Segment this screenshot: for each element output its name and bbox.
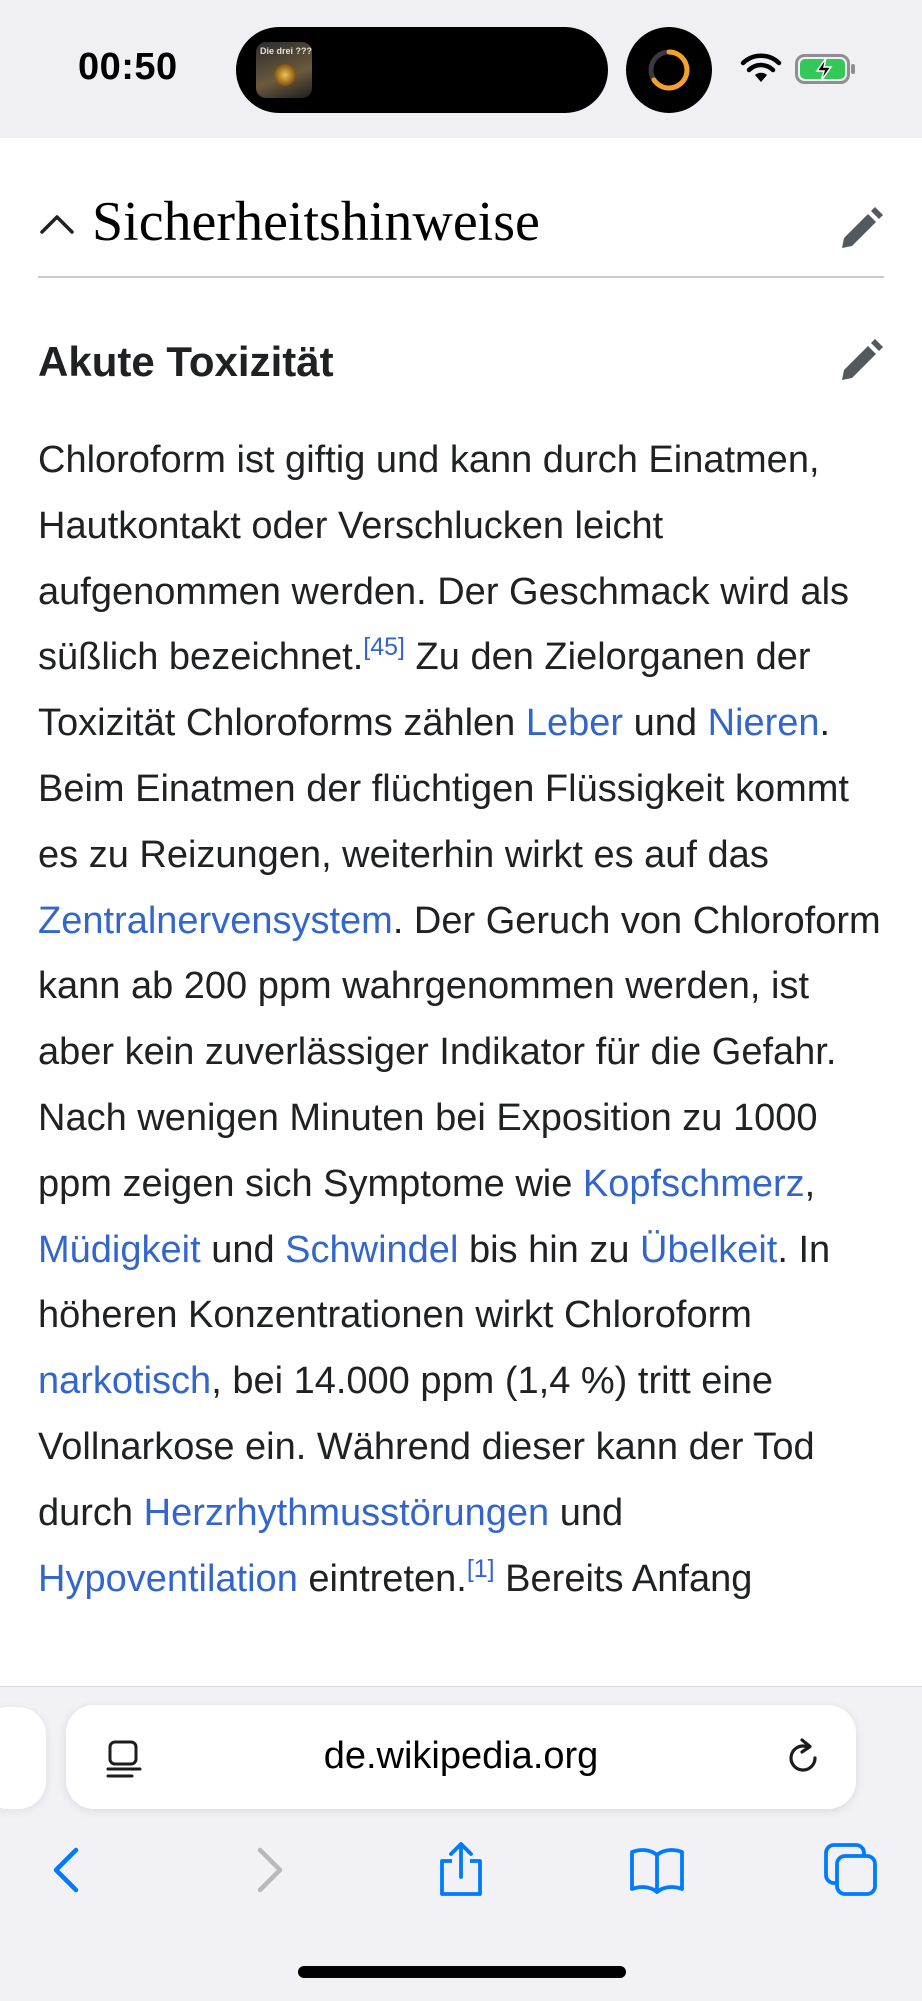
share-icon[interactable] <box>432 1841 490 1899</box>
tabs-icon[interactable] <box>822 1841 880 1899</box>
article-text: Zu den Zielorganen der Toxizität Chloroforms zählen <box>38 636 811 745</box>
article-link[interactable]: Kopfschmerz <box>582 1162 805 1205</box>
article-text: . Der Geruch von Chloroform kann ab 200 ppm wahrgenommen werden, ist aber kein zuverlässiger Indikator für die Gefahr. Nach wenigen Minuten bei Exposition zu 1000 ppm zeigen sich Symptome wie <box>38 899 881 1205</box>
reload-icon[interactable] <box>782 1737 824 1779</box>
activity-ring-icon <box>646 47 692 93</box>
article-text: , <box>804 1162 816 1205</box>
article-link[interactable]: Leber <box>525 702 624 745</box>
edit-pencil-icon[interactable] <box>838 206 884 252</box>
article-link[interactable]: Nieren <box>707 702 820 745</box>
citation-link[interactable]: [1] <box>466 1554 495 1583</box>
article-text: und <box>623 702 708 745</box>
subsection-title: Akute Toxizität <box>38 338 334 385</box>
article-paragraph <box>38 428 884 1612</box>
section-header[interactable] <box>38 176 884 278</box>
browser-bottom-bar <box>0 1686 922 2001</box>
article-text: . In höheren Konzentrationen wirkt Chloroform <box>38 1228 831 1337</box>
activity-indicator[interactable] <box>626 27 712 113</box>
section-title[interactable]: Sicherheitshinweise <box>92 191 540 253</box>
status-bar <box>0 0 922 138</box>
previous-tab-peek[interactable] <box>0 1707 46 1809</box>
status-time: 00:50 <box>78 46 178 88</box>
article-link[interactable]: Hypoventilation <box>38 1557 298 1600</box>
home-indicator[interactable] <box>298 1966 626 1978</box>
subsection-header <box>38 338 884 408</box>
artwork-disc <box>274 64 296 86</box>
dynamic-island[interactable] <box>236 27 608 113</box>
address-bar[interactable] <box>66 1705 856 1809</box>
article-text: und <box>549 1491 624 1534</box>
article-link[interactable]: Herzrhythmusstörungen <box>143 1491 550 1534</box>
artwork-title-text: Die drei ??? <box>260 46 312 56</box>
chevron-up-icon[interactable] <box>38 212 76 236</box>
article-text: eintreten. <box>297 1557 467 1600</box>
citation-superscript[interactable] <box>467 1555 495 1583</box>
article-link[interactable]: Müdigkeit <box>38 1228 201 1271</box>
wifi-icon <box>740 52 782 84</box>
article-text: . Beim Einatmen der flüchtigen Flüssigkeit kommt es zu Reizungen, weiterhin wirkt es auf das <box>38 702 849 876</box>
article-link[interactable]: Schwindel <box>285 1228 459 1271</box>
article-text: bis hin zu <box>458 1228 641 1271</box>
citation-link[interactable]: [45] <box>363 633 405 662</box>
citation-superscript[interactable] <box>363 633 405 661</box>
article-text: Bereits Anfang <box>494 1557 753 1600</box>
now-playing-artwork[interactable] <box>256 42 312 98</box>
article-link[interactable]: Zentralnervensystem <box>38 899 393 942</box>
article-link[interactable]: narkotisch <box>38 1360 212 1403</box>
edit-pencil-icon[interactable] <box>838 338 884 384</box>
article-link[interactable]: Übelkeit <box>640 1228 778 1271</box>
url-text[interactable]: de.wikipedia.org <box>323 1735 599 1777</box>
article-text: Chloroform ist giftig und kann durch Einatmen, Hautkontakt oder Verschlucken leicht aufgenommen werden. Der Geschmack wird als süßlich bezeichnet. <box>38 439 850 679</box>
back-icon[interactable] <box>40 1841 98 1899</box>
article-body <box>38 428 884 1612</box>
article-content[interactable] <box>0 138 922 1686</box>
battery-charging-icon <box>795 52 857 86</box>
article-text: , bei 14.000 ppm (1,4 %) tritt eine Vollnarkose ein. Während dieser kann der Tod durch <box>38 1360 815 1534</box>
forward-icon[interactable] <box>238 1841 296 1899</box>
article-text: und <box>200 1228 286 1271</box>
bookmarks-icon[interactable] <box>628 1841 686 1899</box>
